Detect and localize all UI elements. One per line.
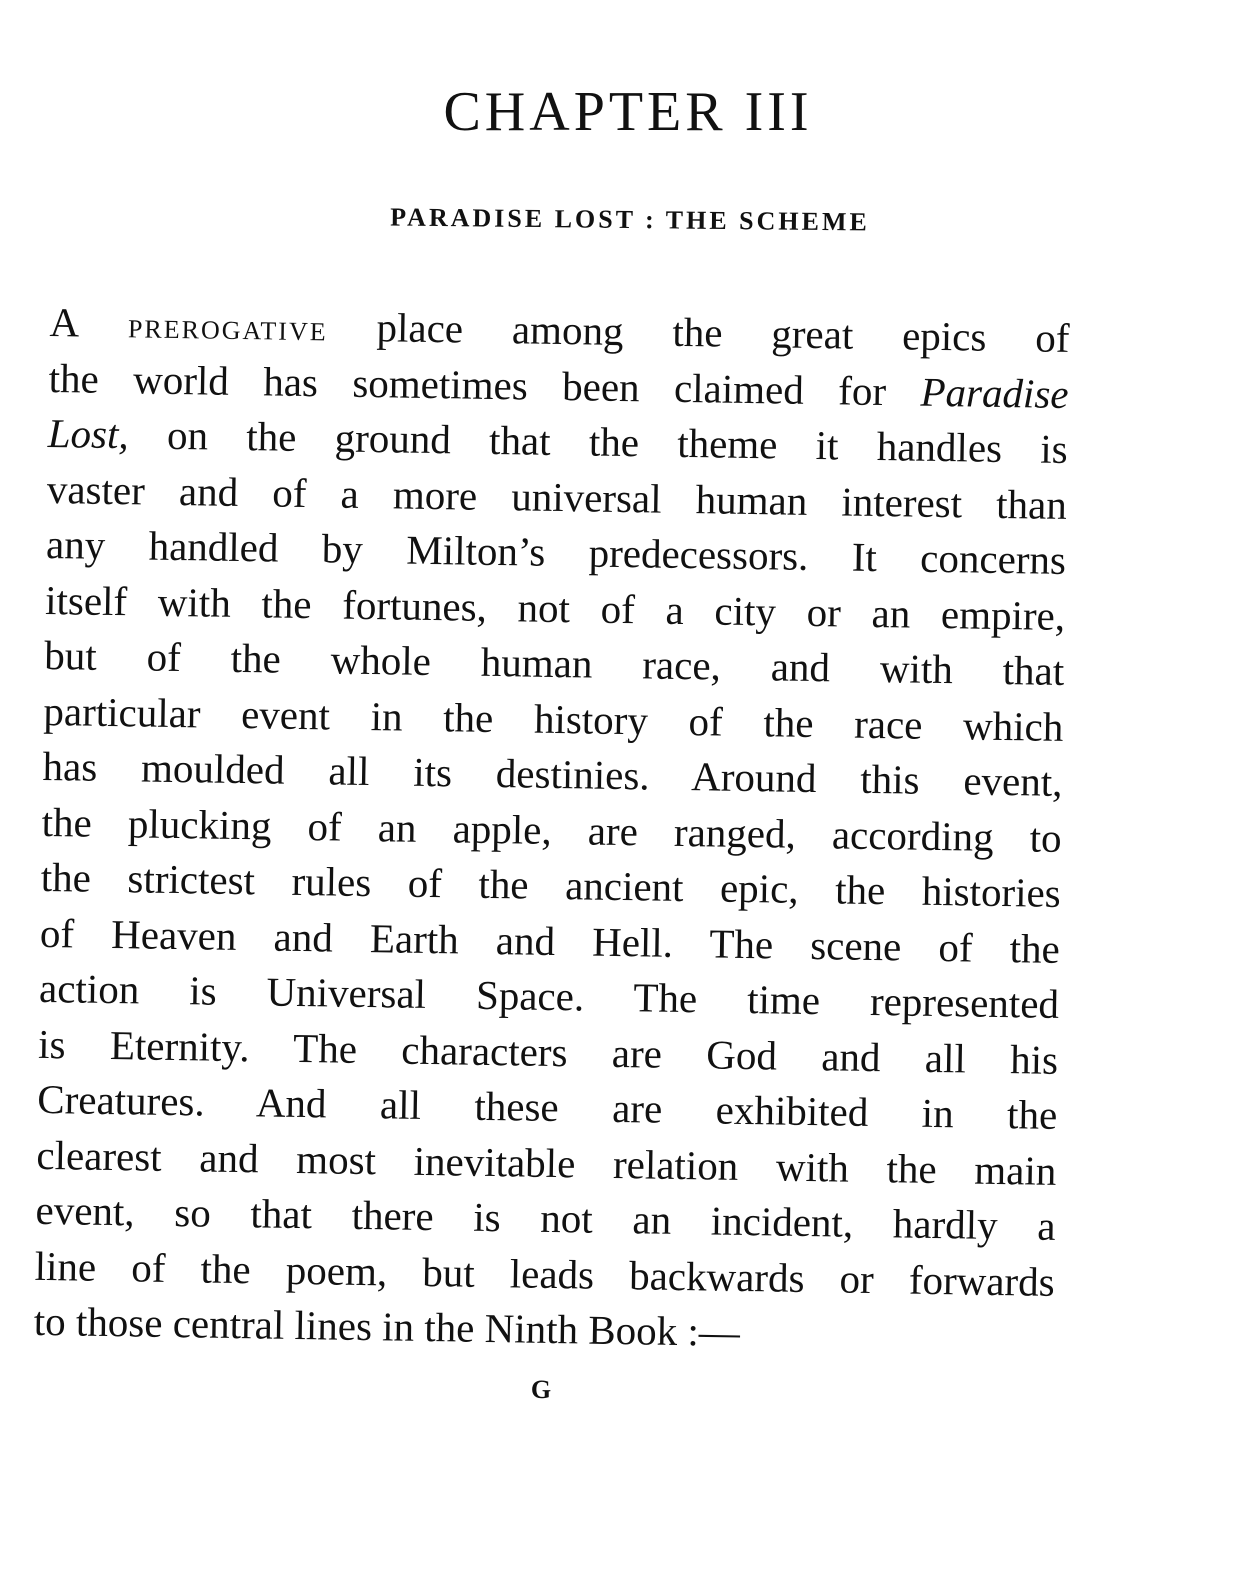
text-line: Creatures. And all these are exhibited in the	[37, 1075, 1058, 1138]
opening-small-caps: PREROGATIVE	[127, 314, 328, 347]
chapter-subtitle: PARADISE LOST : THE SCHEME	[390, 202, 870, 237]
signature-mark: G	[530, 1375, 552, 1404]
text-line-segment: place among the great epics of	[376, 304, 1070, 362]
text-line: itself with the fortunes, not of a city or an empire,	[44, 576, 1066, 639]
italic-title: Lost,	[47, 409, 130, 458]
text-line: is Eternity. The characters are God and all his	[37, 1020, 1059, 1083]
text-line: has moulded all its destinies. Around this event,	[42, 742, 1063, 805]
opening-initial: A	[49, 298, 80, 346]
text-line: clearest and most inevitable relation with the main	[36, 1131, 1057, 1194]
text-line: of Heaven and Earth and Hell. The scene of the	[39, 909, 1061, 972]
italic-title: Paradise	[920, 368, 1069, 417]
text-line: action is Universal Space. The time represented	[38, 964, 1060, 1027]
text-line: event, so that there is not an incident, hardly a	[35, 1186, 1056, 1249]
text-line: but of the whole human race, and with that	[43, 631, 1065, 694]
text-line: particular event in the history of the race which	[43, 687, 1064, 750]
text-line: any handled by Milton’s predecessors. It concerns	[45, 520, 1067, 583]
text-line-segment: the world has sometimes been claimed for	[48, 354, 887, 414]
chapter-heading: CHAPTER III	[443, 81, 813, 143]
text-line: the plucking of an apple, are ranged, according to	[41, 798, 1062, 861]
body-paragraph	[33, 295, 1069, 1365]
text-line: the strictest rules of the ancient epic, the histories	[40, 853, 1062, 916]
text-line-last: to those central lines in the Ninth Book :—	[33, 1297, 741, 1355]
text-line-segment: on the ground that the theme it handles is	[166, 411, 1069, 473]
text-line: line of the poem, but leads backwards or forwards	[34, 1242, 1055, 1305]
text-line: vaster and of a more universal human interest than	[46, 465, 1068, 528]
